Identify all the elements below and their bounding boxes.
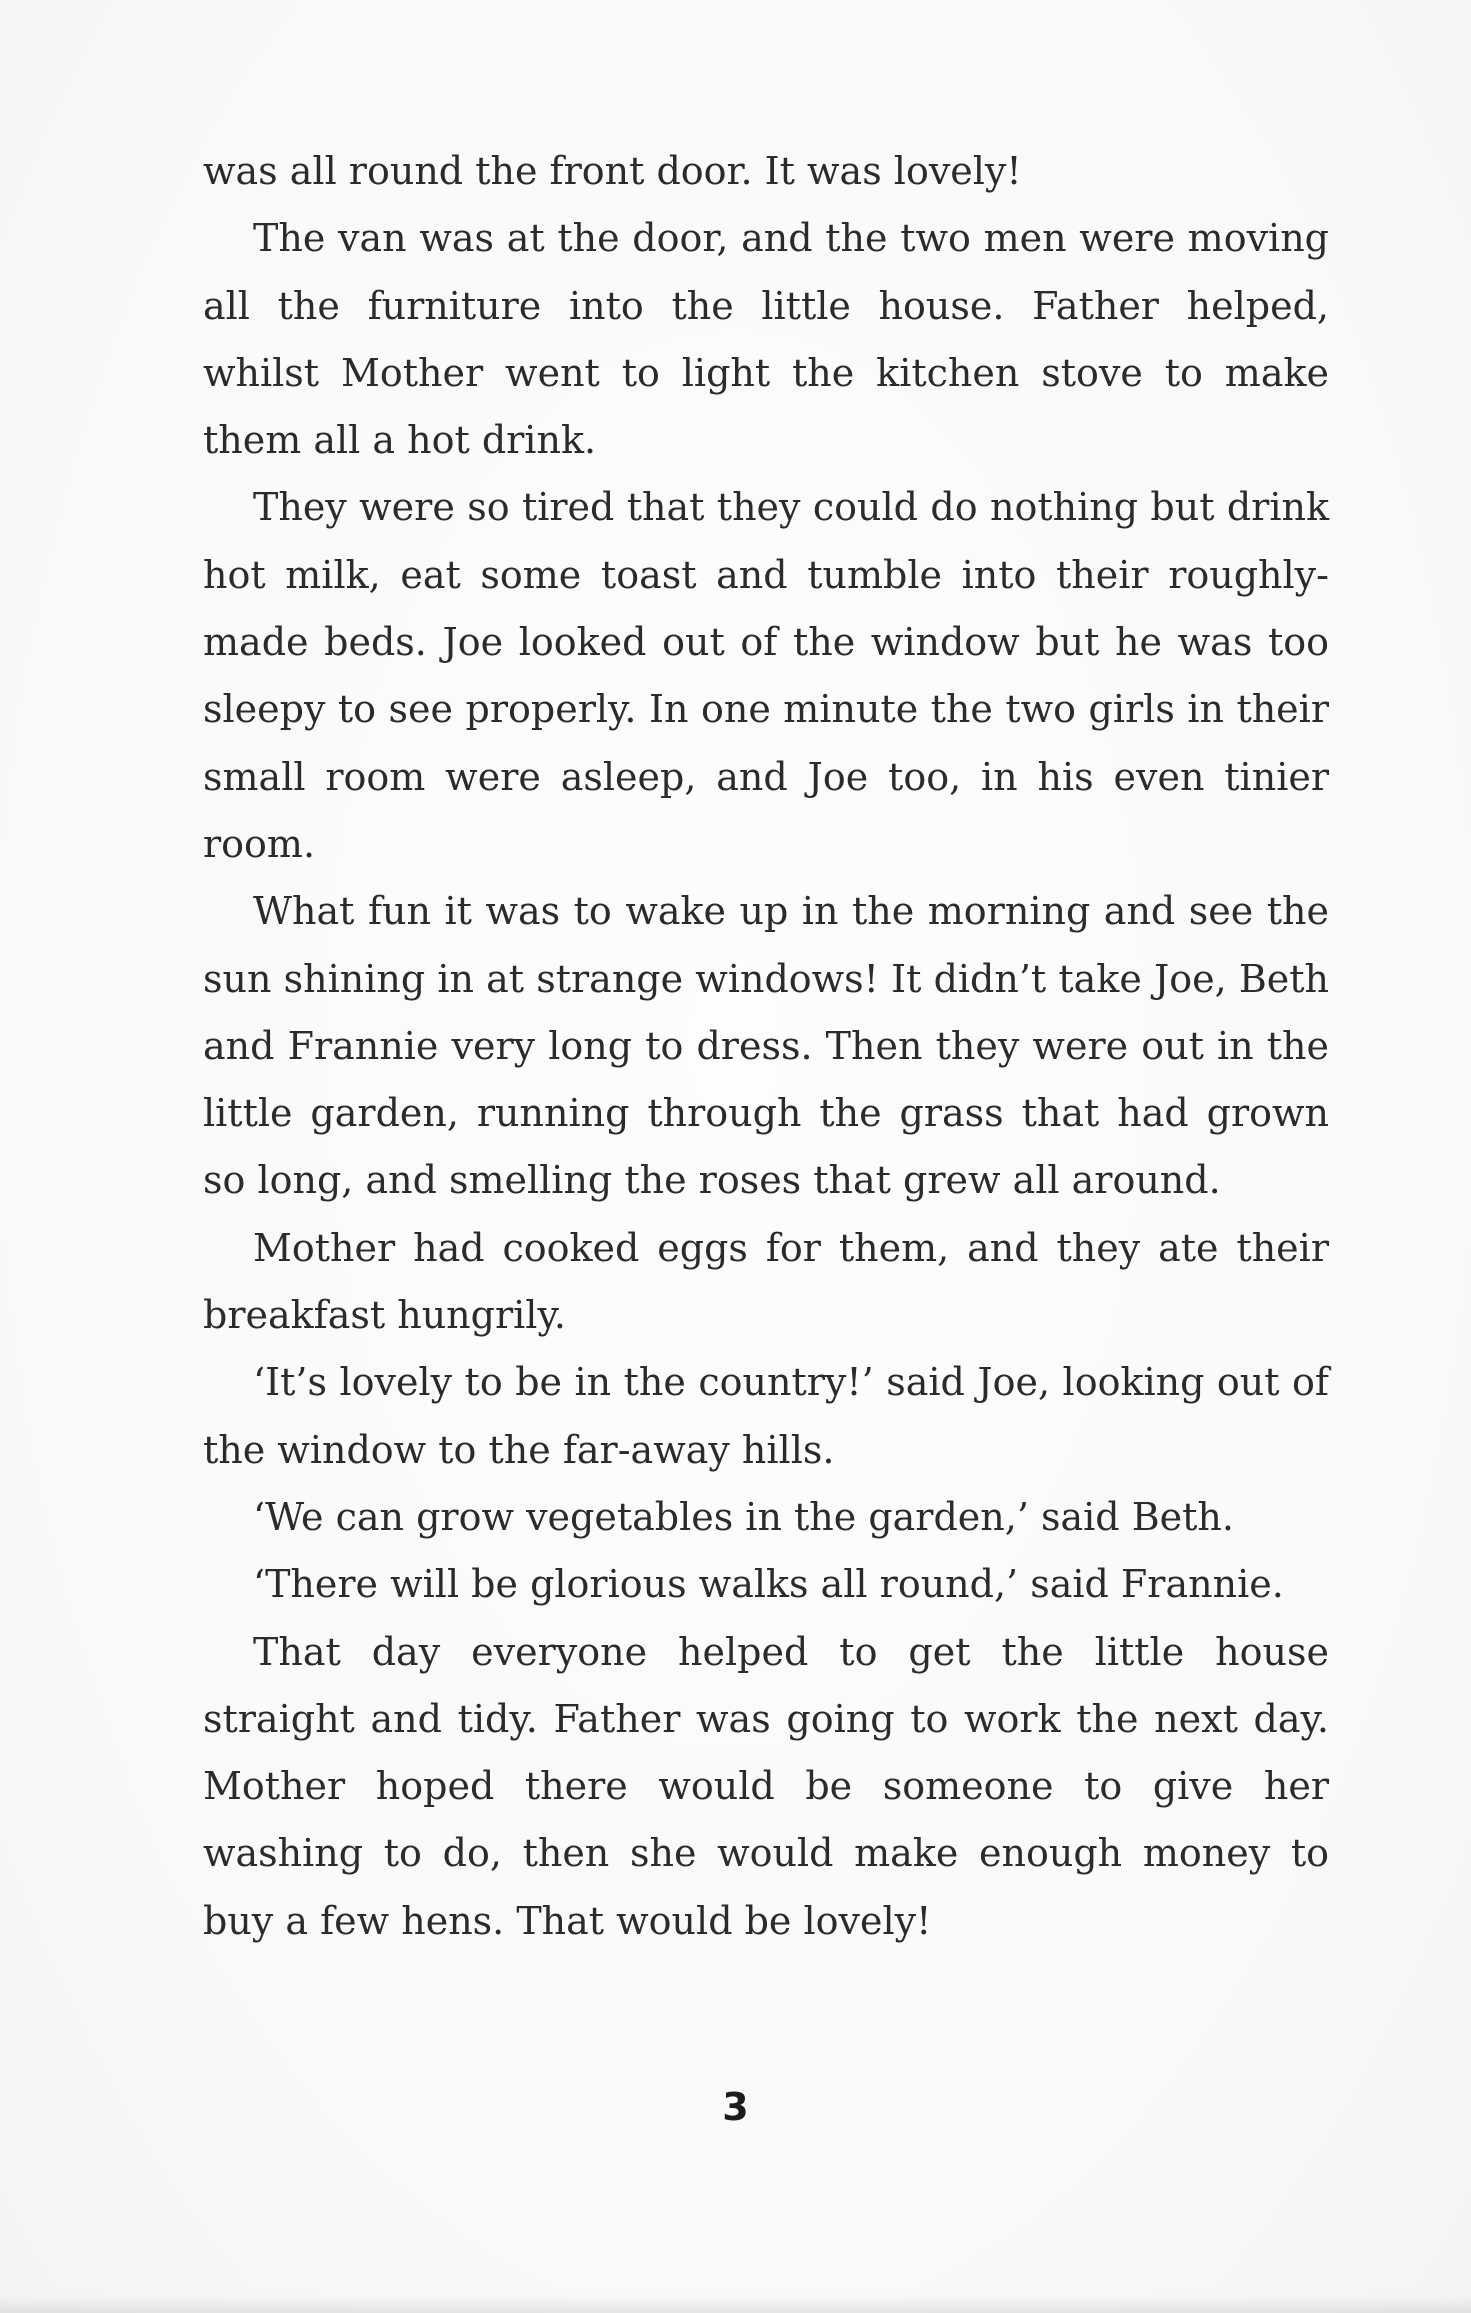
paragraph-7: ‘We can grow vegetables in the garden,’ said Beth. bbox=[253, 1494, 1234, 1539]
paragraph-8: ‘There will be glorious walks all round,’ said Frannie. bbox=[253, 1562, 1284, 1607]
page-number: 3 bbox=[722, 2085, 749, 2129]
paragraph-9: That day everyone helped to get the little house straight and tidy. Father was going to work the next day. Mother hoped there would be someone to give her washing to do, then she would make enough money to buy a few hens. That would be lovely! bbox=[203, 1629, 1329, 1943]
paragraph-6: ‘It’s lovely to be in the country!’ said Joe, looking out of the window to the far-away hills. bbox=[203, 1360, 1329, 1472]
paragraph-1: was all round the front door. It was lovely! bbox=[203, 149, 1022, 193]
paragraph-2: The van was at the door, and the two men were moving all the furniture into the little house. Father helped, whilst Mother went to light the kitchen stove to make them all a hot drink. bbox=[203, 216, 1329, 463]
paragraph-3: They were so tired that they could do nothing but drink hot milk, eat some toast and tumble into their roughly-made beds. Joe looked out of the window but he was too sleepy to see properly. In one minute the two girls in their small room were asleep, and Joe too, in his even tinier room. bbox=[203, 485, 1329, 866]
body-text bbox=[203, 138, 1329, 1955]
paragraph-5: Mother had cooked eggs for them, and they ate their breakfast hungrily. bbox=[203, 1225, 1329, 1338]
page-bottom-edge bbox=[0, 2295, 1471, 2313]
paragraph-4: What fun it was to wake up in the morning and see the sun shining in at strange windows! It didn’t take Joe, Beth and Frannie very long to dress. Then they were out in the little garden, running through the grass that had grown so long, and smelling the roses that grew all around. bbox=[203, 889, 1329, 1203]
